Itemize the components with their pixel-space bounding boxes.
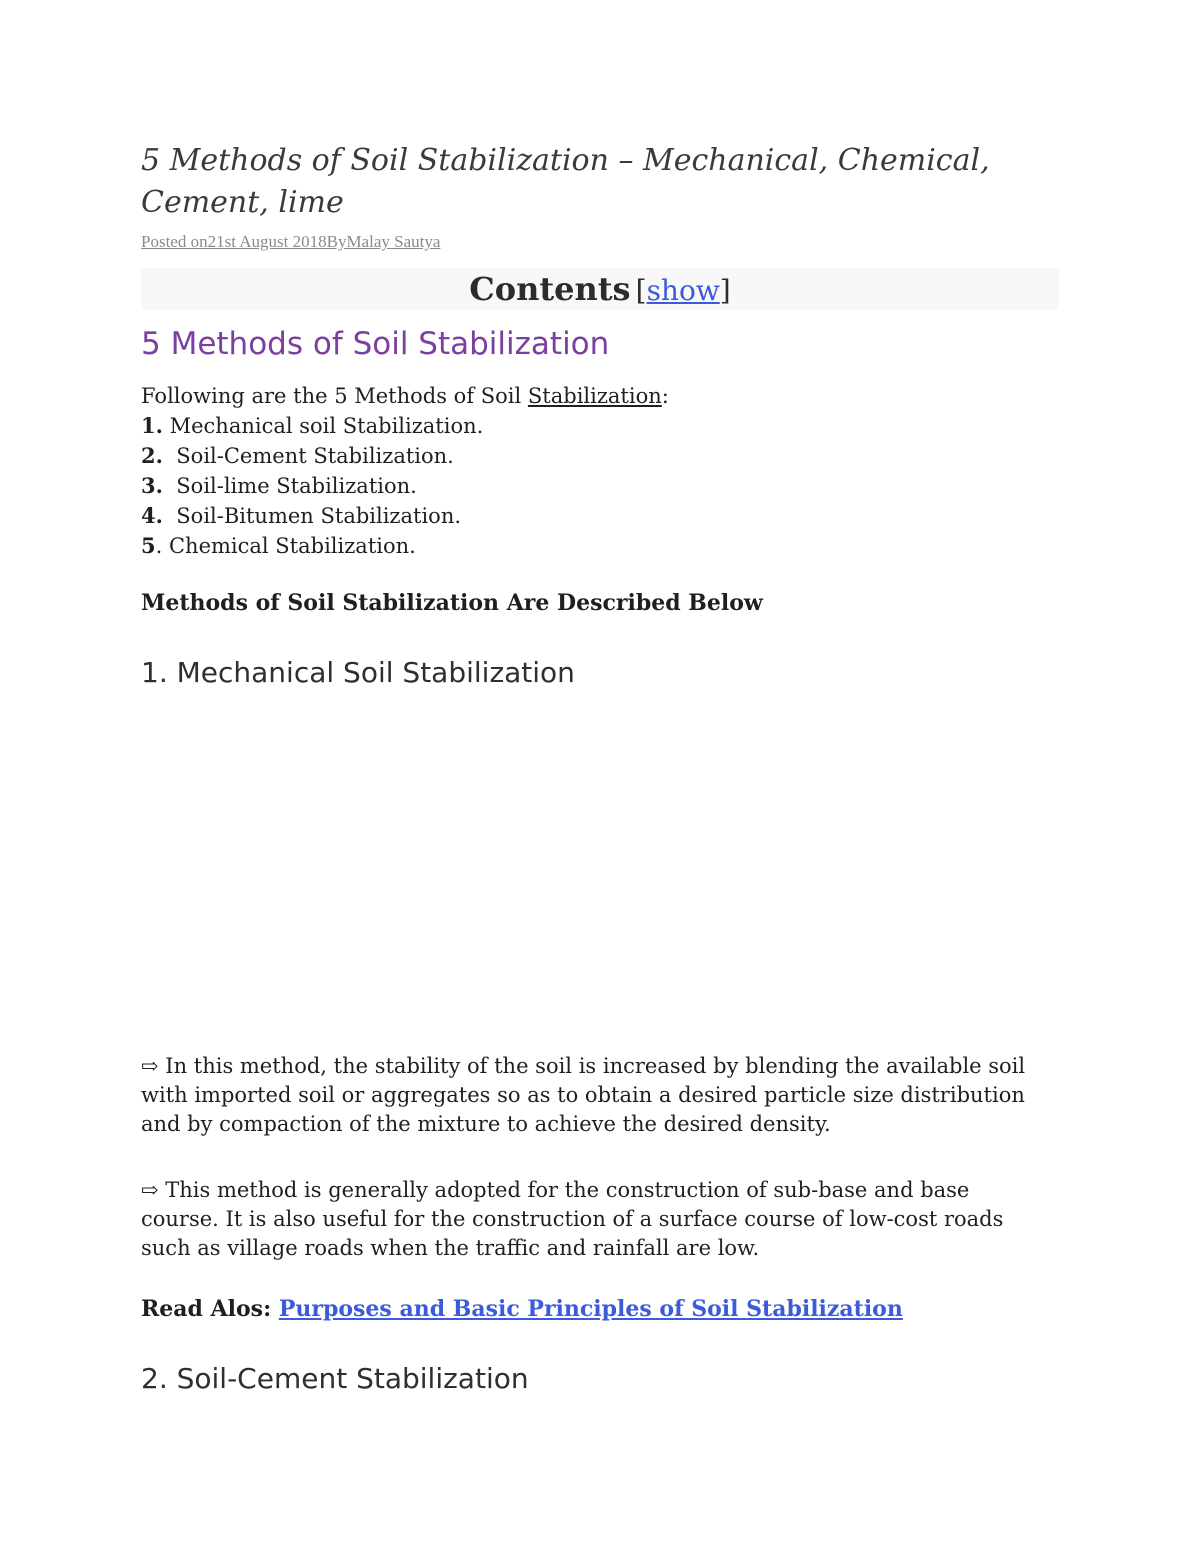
article-title: 5 Methods of Soil Stabilization – Mechanical, Chemical, Cement, lime	[141, 143, 990, 220]
methods-list	[141, 411, 669, 561]
list-number: 4.	[141, 503, 163, 528]
list-item	[141, 501, 669, 531]
list-item	[141, 531, 669, 561]
read-also-link[interactable]: Purposes and Basic Principles of Soil Stabilization	[278, 1296, 903, 1322]
list-text: Mechanical soil Stabilization.	[162, 414, 484, 438]
list-number: 3.	[141, 473, 163, 498]
list-number: 5	[141, 533, 156, 558]
mechanical-paragraph-2: ⇨ This method is generally adopted for the construction of sub-base and base course. It is also useful for the construction of a surface course of low-cost roads such as village roads when the traffic and rainfall are low.	[141, 1178, 1004, 1260]
described-below-heading: Methods of Soil Stabilization Are Described Below	[141, 590, 763, 616]
section-heading-mechanical: 1. Mechanical Soil Stabilization	[141, 656, 575, 689]
list-number: 2.	[141, 443, 163, 468]
read-also-label: Read Alos:	[141, 1296, 279, 1322]
methods-intro	[141, 382, 669, 561]
list-text: Soil-Cement Stabilization.	[162, 444, 454, 468]
read-also	[141, 1296, 903, 1322]
toc-open-bracket: [	[635, 274, 647, 307]
post-meta[interactable]: Posted on21st August 2018ByMalay Sautya	[141, 232, 441, 251]
section-heading-cement: 2. Soil-Cement Stabilization	[141, 1362, 529, 1395]
toc-title: Contents	[469, 270, 631, 308]
intro-prefix: Following are the 5 Methods of Soil	[141, 384, 528, 408]
intro-suffix: :	[661, 384, 669, 408]
toc-show-link[interactable]: show	[646, 274, 720, 307]
list-item	[141, 471, 669, 501]
list-number: 1.	[141, 413, 163, 438]
stabilization-link[interactable]: Stabilization	[527, 384, 662, 408]
section-heading-methods: 5 Methods of Soil Stabilization	[141, 326, 610, 362]
table-of-contents	[141, 268, 1059, 310]
toc-close-bracket: ]	[719, 274, 731, 307]
list-item	[141, 411, 669, 441]
list-text: Soil-lime Stabilization.	[162, 474, 417, 498]
list-text: Soil-Bitumen Stabilization.	[162, 504, 462, 528]
mechanical-paragraph-1: ⇨ In this method, the stability of the soil is increased by blending the available soil with imported soil or aggregates so as to obtain a desired particle size distribution and by compaction of the mixture to achieve the desired density.	[141, 1054, 1026, 1136]
intro-line	[141, 382, 669, 411]
list-item	[141, 441, 669, 471]
list-text: . Chemical Stabilization.	[155, 534, 416, 558]
